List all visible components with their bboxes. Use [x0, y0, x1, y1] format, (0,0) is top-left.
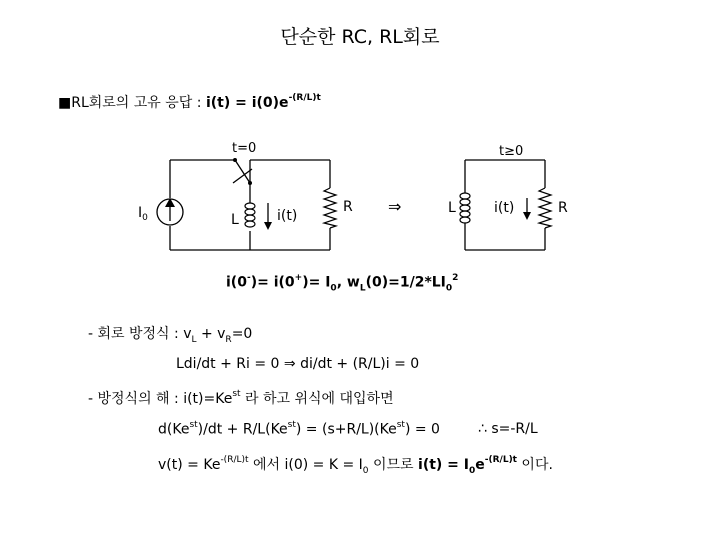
right-current-label: i(t) — [494, 200, 515, 216]
solution-label: - 방정식의 해 : $i(t)=Ke^{st}$ 라 하고 위식에 대입하면 — [88, 389, 394, 407]
bullet-icon: ■ — [58, 95, 72, 111]
differential-equation: Ldi/dt + Ri = 0 ⇒ di/dt + (R/L)i = 0 — [176, 356, 420, 372]
left-inductor-label: L — [231, 212, 239, 228]
left-resistor-icon — [324, 188, 336, 228]
right-resistor-label: R — [558, 200, 568, 216]
switch-pivot-icon — [248, 181, 252, 185]
final-result: $v(t) = Ke^{-(R/L)t}$ 에서 $i(0) = K = I_0$ 이므로 $i(t) = I_0e^{-(R/L)t}$ 이다. — [158, 455, 553, 476]
root-result: ∴ s=-R/L — [478, 421, 538, 437]
right-inductor-label: L — [448, 200, 456, 216]
left-current-label: i(t) — [277, 208, 298, 224]
left-resistor-label: R — [343, 199, 353, 215]
right-inductor-icon — [460, 193, 470, 223]
source-label: $I_0$ — [138, 205, 148, 223]
switch-label: t=0 — [232, 141, 257, 156]
heading-label: RL회로의 고유 응답 : — [71, 95, 206, 111]
transition-arrow-icon: ⇒ — [388, 197, 402, 216]
left-current-arrow-icon — [264, 222, 272, 230]
left-inductor-icon — [245, 203, 255, 227]
initial-condition: $i(0^-)= i(0^+)= I_0$, $w_L(0)=1/2*LI_0^2$ — [226, 273, 459, 294]
page-title: 단순한 RC, RL회로 — [280, 26, 440, 48]
right-current-arrow-icon — [523, 212, 531, 220]
switch-contact-icon — [233, 158, 237, 162]
right-resistor-icon — [539, 188, 551, 228]
heading-equation: $i(t) = i(0)e^{-(R/L)t}$ — [205, 93, 321, 111]
t-after-label: t≥0 — [499, 144, 524, 159]
circuit-equation-label: - 회로 방정식 : $v_L + v_R=0$ — [88, 326, 253, 345]
substitution-equation: $d(Ke^{st})/dt + R/L(Ke^{st}) = (s+R/L)(Ke^{st}) = 0$ — [158, 420, 440, 438]
